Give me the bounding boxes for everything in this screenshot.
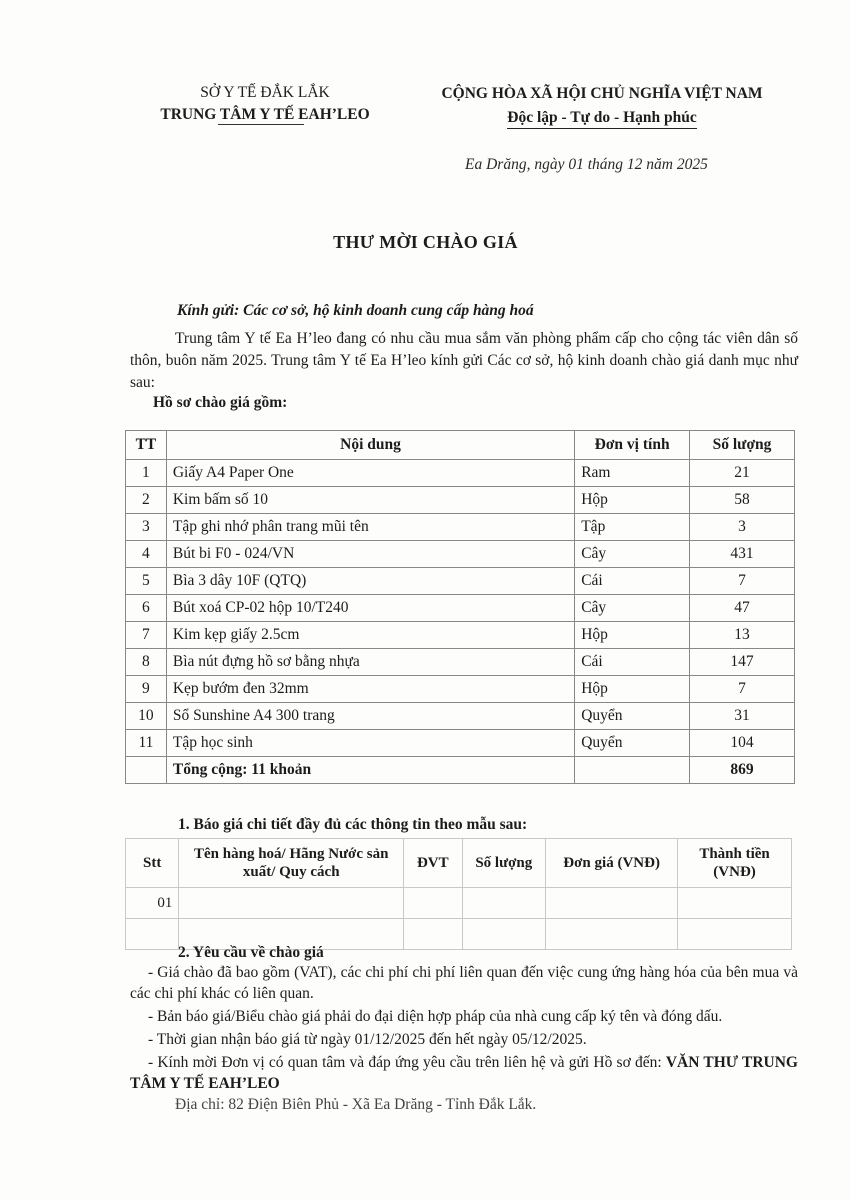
table-row xyxy=(126,649,795,676)
quote-row-qty xyxy=(462,919,546,950)
table-row xyxy=(126,676,795,703)
row-name: Sổ Sunshine A4 300 trang xyxy=(166,703,574,730)
row-qty: 47 xyxy=(690,595,795,622)
row-unit: Quyển xyxy=(575,703,690,730)
table-row xyxy=(126,703,795,730)
items-header-row xyxy=(126,431,795,460)
table-row xyxy=(126,595,795,622)
total-qty: 869 xyxy=(690,757,795,784)
row-tt: 5 xyxy=(126,568,167,595)
row-qty: 58 xyxy=(690,487,795,514)
quote-col-total: Thành tiền (VNĐ) xyxy=(678,839,792,888)
requirements-list xyxy=(130,962,798,1115)
col-qty-header: Số lượng xyxy=(690,431,795,460)
address-line: Địa chỉ: 82 Điện Biên Phủ - Xã Ea Drăng - Tỉnh Đắk Lắk. xyxy=(175,1096,537,1113)
agency-block xyxy=(120,82,410,126)
quote-row-qty xyxy=(462,888,546,919)
row-tt: 1 xyxy=(126,460,167,487)
row-tt: 4 xyxy=(126,541,167,568)
row-qty: 431 xyxy=(690,541,795,568)
quote-header-row xyxy=(126,839,792,888)
quote-row-stt xyxy=(126,919,179,950)
col-tt-header: TT xyxy=(126,431,167,460)
table-row xyxy=(126,568,795,595)
row-unit: Hộp xyxy=(575,622,690,649)
salutation: Kính gửi: Các cơ sở, hộ kinh doanh cung cấp hàng hoá xyxy=(177,302,534,319)
quote-row-total xyxy=(678,919,792,950)
row-qty: 147 xyxy=(690,649,795,676)
row-name: Kim kẹp giấy 2.5cm xyxy=(166,622,574,649)
total-unit-cell xyxy=(575,757,690,784)
row-name: Giấy A4 Paper One xyxy=(166,460,574,487)
row-qty: 31 xyxy=(690,703,795,730)
requirement-vat: - Giá chào đã bao gồm (VAT), các chi phí chi phí liên quan đến việc cung ứng hàng hóa của bên mua và các chi phí khác có liên quan. xyxy=(130,964,798,1002)
section2-heading: 2. Yêu cầu về chào giá xyxy=(178,944,324,961)
quote-row-name xyxy=(179,888,404,919)
row-unit: Hộp xyxy=(575,487,690,514)
row-qty: 21 xyxy=(690,460,795,487)
section1-heading: 1. Báo giá chi tiết đầy đủ các thông tin theo mẫu sau: xyxy=(178,816,528,833)
row-qty: 7 xyxy=(690,676,795,703)
items-body xyxy=(126,460,795,757)
row-unit: Cây xyxy=(575,595,690,622)
row-name: Bìa nút đựng hồ sơ bằng nhựa xyxy=(166,649,574,676)
table-row xyxy=(126,487,795,514)
row-name: Kim bấm số 10 xyxy=(166,487,574,514)
row-unit: Cái xyxy=(575,649,690,676)
row-tt: 8 xyxy=(126,649,167,676)
quote-col-unit: ĐVT xyxy=(404,839,462,888)
quote-col-qty: Số lượng xyxy=(462,839,546,888)
row-tt: 2 xyxy=(126,487,167,514)
items-table xyxy=(125,430,795,784)
quote-row-stt: 01 xyxy=(126,888,179,919)
row-qty: 7 xyxy=(690,568,795,595)
agency-underline xyxy=(218,124,304,125)
col-unit-header: Đơn vị tính xyxy=(575,431,690,460)
items-total-row xyxy=(126,757,795,784)
row-name: Bút bi F0 - 024/VN xyxy=(166,541,574,568)
row-unit: Hộp xyxy=(575,676,690,703)
row-tt: 7 xyxy=(126,622,167,649)
total-label: Tổng cộng: 11 khoản xyxy=(166,757,574,784)
nation-line1: CỘNG HÒA XÃ HỘI CHỦ NGHĨA VIỆT NAM xyxy=(441,85,763,102)
requirement-signature: - Bản báo giá/Biểu chào giá phải do đại diện hợp pháp của nhà cung cấp ký tên và đóng dấu. xyxy=(148,1008,723,1025)
row-unit: Cây xyxy=(575,541,690,568)
submit-text: - Kính mời Đơn vị có quan tâm và đáp ứng yêu cầu trên liên hệ và gửi Hồ sơ đến: xyxy=(148,1054,666,1071)
quote-row-total xyxy=(678,888,792,919)
quote-row-price xyxy=(546,888,678,919)
row-unit: Cái xyxy=(575,568,690,595)
row-name: Bút xoá CP-02 hộp 10/T240 xyxy=(166,595,574,622)
row-tt: 10 xyxy=(126,703,167,730)
table-row xyxy=(126,730,795,757)
table-row xyxy=(126,514,795,541)
requirement-submit xyxy=(130,1052,798,1094)
row-tt: 6 xyxy=(126,595,167,622)
dossier-heading: Hồ sơ chào giá gồm: xyxy=(153,394,288,411)
row-qty: 3 xyxy=(690,514,795,541)
quote-col-price: Đơn giá (VNĐ) xyxy=(546,839,678,888)
quote-row-unit xyxy=(404,919,462,950)
agency-line1: SỞ Y TẾ ĐẮK LẮK xyxy=(200,84,330,101)
quote-col-name: Tên hàng hoá/ Hãng Nước sản xuất/ Quy cách xyxy=(179,839,404,888)
intro-paragraph: Trung tâm Y tế Ea H’leo đang có nhu cầu mua sắm văn phòng phẩm cấp cho cộng tác viên dân số thôn, buôn năm 2025. Trung tâm Y tế Ea H’leo kính gửi Các cơ sở, hộ kinh doanh chào giá danh mục như sau: xyxy=(130,330,798,391)
row-unit: Quyển xyxy=(575,730,690,757)
quote-template-table xyxy=(125,838,792,950)
row-name: Bìa 3 dây 10F (QTQ) xyxy=(166,568,574,595)
date-line: Ea Drăng, ngày 01 tháng 12 năm 2025 xyxy=(465,156,708,173)
quote-row-unit xyxy=(404,888,462,919)
row-name: Tập học sinh xyxy=(166,730,574,757)
col-content-header: Nội dung xyxy=(166,431,574,460)
table-row xyxy=(126,460,795,487)
row-tt: 11 xyxy=(126,730,167,757)
total-tt-cell xyxy=(126,757,167,784)
requirement-deadline: - Thời gian nhận báo giá từ ngày 01/12/2025 đến hết ngày 05/12/2025. xyxy=(148,1031,587,1048)
row-qty: 104 xyxy=(690,730,795,757)
row-tt: 9 xyxy=(126,676,167,703)
quote-row xyxy=(126,888,792,919)
row-unit: Ram xyxy=(575,460,690,487)
row-unit: Tập xyxy=(575,514,690,541)
agency-line2: TRUNG TÂM Y TẾ EAH’LEO xyxy=(160,106,370,123)
table-row xyxy=(126,541,795,568)
nation-line2: Độc lập - Tự do - Hạnh phúc xyxy=(507,108,696,129)
row-name: Tập ghi nhớ phân trang mũi tên xyxy=(166,514,574,541)
submit-recipient: VĂN THƯ TRUNG TÂM Y TẾ EAH’LEO xyxy=(130,1054,798,1092)
quote-row-price xyxy=(546,919,678,950)
page-title: THƯ MỜI CHÀO GIÁ xyxy=(333,232,518,252)
table-row xyxy=(126,622,795,649)
quote-col-stt: Stt xyxy=(126,839,179,888)
row-name: Kẹp bướm đen 32mm xyxy=(166,676,574,703)
nation-block xyxy=(412,82,792,130)
row-tt: 3 xyxy=(126,514,167,541)
row-qty: 13 xyxy=(690,622,795,649)
